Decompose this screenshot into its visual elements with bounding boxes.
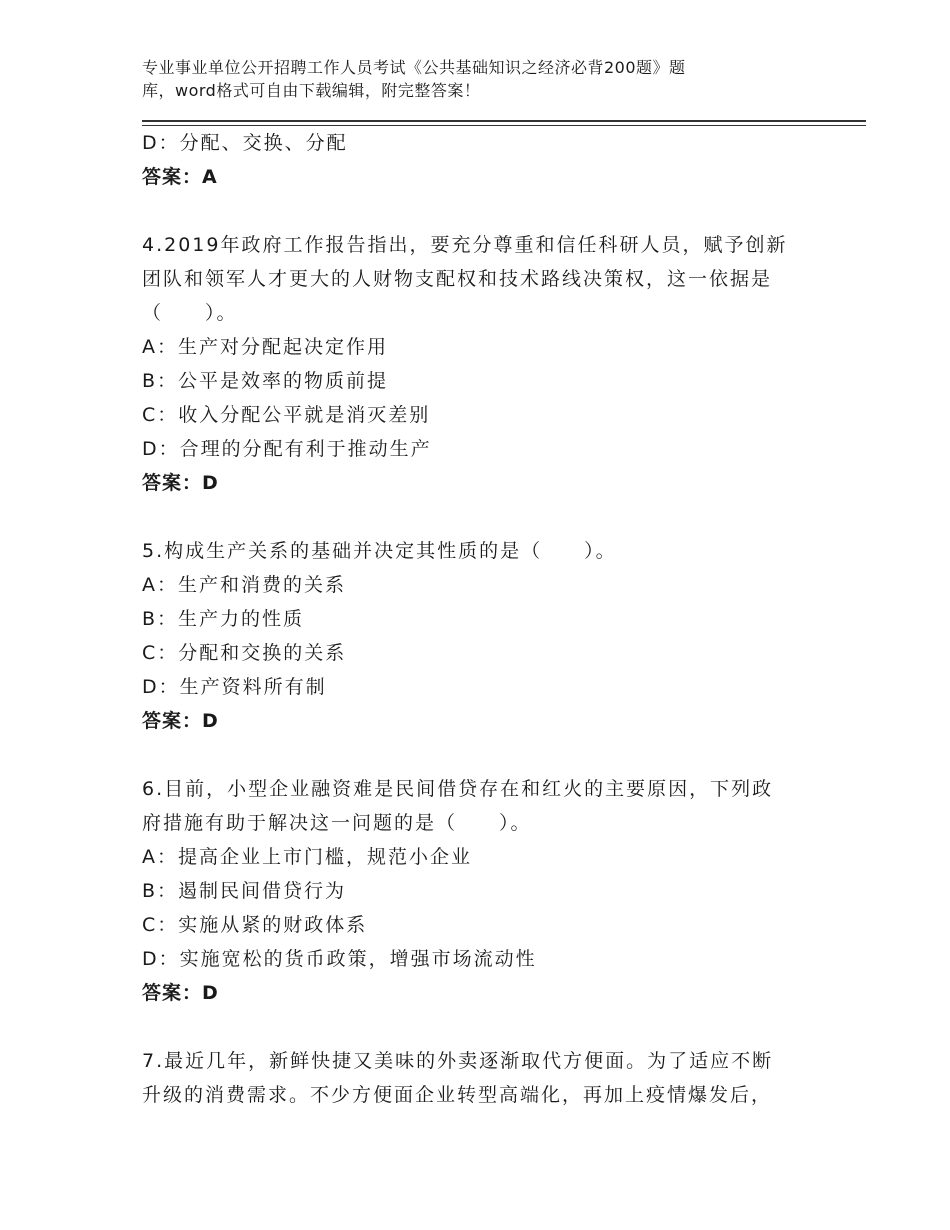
option-c: C：收入分配公平就是消灭差别 [142, 404, 431, 426]
spacer [142, 738, 802, 772]
header-rule-thick [142, 120, 866, 122]
option-c: C：实施从紧的财政体系 [142, 914, 368, 936]
option-d: D：实施宽松的货币政策，增强市场流动性 [142, 948, 537, 970]
option-b: B：生产力的性质 [142, 608, 305, 630]
question-stem-line: 升级的消费需求。不少方便面企业转型高端化，再加上疫情爆发后， [142, 1084, 773, 1106]
answer: 答案：D [142, 982, 219, 1004]
question-content [142, 126, 802, 1112]
answer: 答案：D [142, 710, 219, 732]
header-line-1: 专业事业单位公开招聘工作人员考试《公共基础知识之经济必背200题》题 [142, 58, 686, 77]
spacer [142, 500, 802, 534]
question-stem-line: 府措施有助于解决这一问题的是（ ）。 [142, 812, 532, 834]
option-d: D：生产资料所有制 [142, 676, 327, 698]
question-stem-line: 6.目前，小型企业融资难是民间借贷存在和红火的主要原因，下列政 [142, 778, 774, 800]
header-line-2: 库，word格式可自由下载编辑，附完整答案！ [142, 81, 481, 100]
question-stem-line: （ ）。 [142, 302, 238, 324]
spacer [142, 1010, 802, 1044]
question-stem-line: 5.构成生产关系的基础并决定其性质的是（ ）。 [142, 540, 617, 562]
option-a: A：生产和消费的关系 [142, 574, 346, 596]
option-c: C：分配和交换的关系 [142, 642, 347, 664]
question-stem-line: 7.最近几年，新鲜快捷又美味的外卖逐渐取代方便面。为了适应不断 [142, 1050, 774, 1072]
question-stem-line: 团队和领军人才更大的人财物支配权和技术路线决策权，这一依据是 [142, 268, 773, 290]
question-stem-line: 4.2019年政府工作报告指出，要充分尊重和信任科研人员，赋予创新 [142, 234, 788, 256]
answer: 答案：D [142, 472, 219, 494]
option-b: B：公平是效率的物质前提 [142, 370, 389, 392]
answer: 答案：A [142, 166, 218, 188]
option-d: D：合理的分配有利于推动生产 [142, 438, 432, 460]
spacer [142, 194, 802, 228]
option-b: B：遏制民间借贷行为 [142, 880, 347, 902]
option-a: A：生产对分配起决定作用 [142, 336, 388, 358]
option-d: D：分配、交换、分配 [142, 132, 348, 154]
option-a: A：提高企业上市门槛，规范小企业 [142, 846, 472, 868]
document-header [142, 56, 782, 102]
